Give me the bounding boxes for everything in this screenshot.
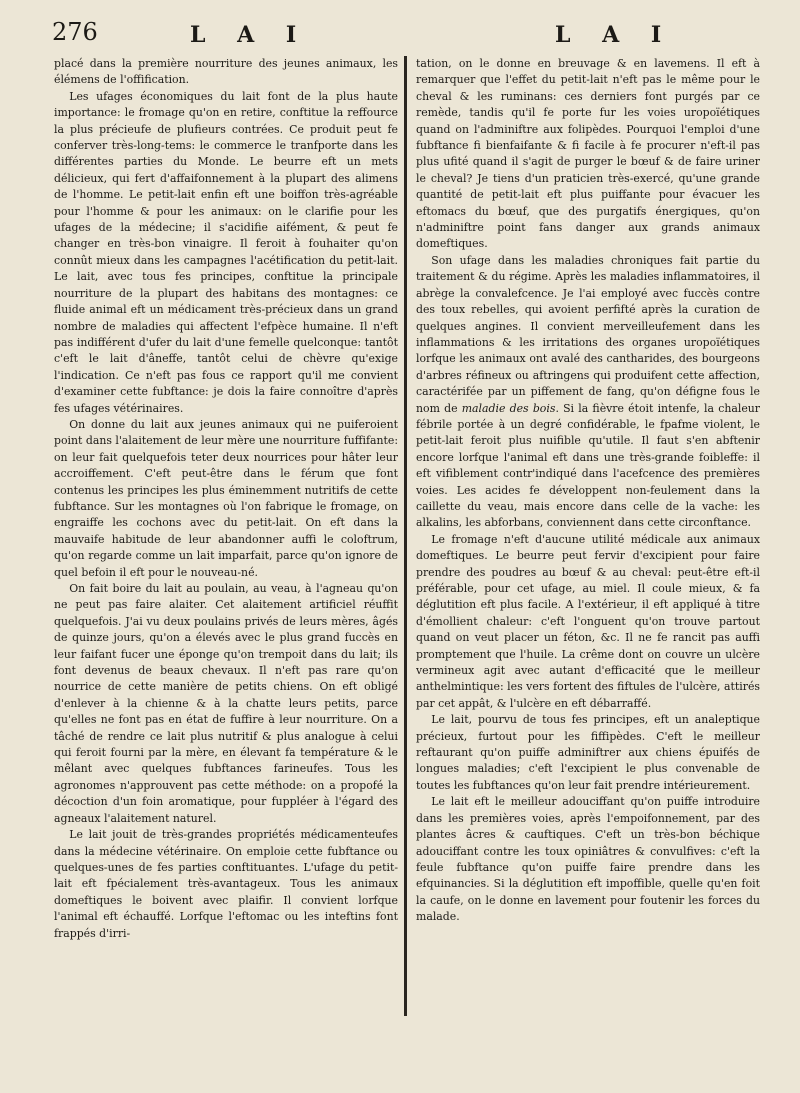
running-headword-left: L A I bbox=[190, 22, 309, 48]
left-column bbox=[54, 56, 398, 1056]
paragraph: Le fromage n'eft d'aucune utilité médicale aux animaux domeftiques. Le beurre peut fervir d'excipient pour faire prendre des poudres au bœuf & au cheval: peut-être eft-il préférable, pour cet ufage, au miel. Il coule mieux, & fa déglutition eft plus facile. A l'extérieur, il eft appliqué à titre d'émollient chaleur: c'eft l'onguent qu'on trouve partout quand on veut placer un féton, &c. Il ne fe rancit pas auffi promptement que l'huile. La crême dont on couvre un ulcère vermineux agit avec autant d'efficacité que le meilleur anthelmintique: les vers fortent des fiftules de l'ulcère, attirés par cet appât, & l'ulcère en eft débarraffé. bbox=[416, 532, 760, 710]
paragraph: On donne du lait aux jeunes animaux qui ne puiferoient point dans l'alaitement de leur mère une nourriture fuffifante: on leur fait quelquefois teter deux nourrices pour hâter leur accroiffement. C'eft peut-être dans le férum que font contenus les principes les plus éminemment nutritifs de cette fubftance. Sur les montagnes où l'on fabrique le fromage, on engraiffe les cochons avec du petit-lait. On eft dans la mauvaife habitude de leur abandonner auffi le coloftrum, qu'on regarde comme un lait imparfait, parce qu'on ignore de quel befoin il eft pour le nouveau-né. bbox=[54, 417, 398, 579]
paragraph bbox=[416, 253, 760, 532]
italic-term: maladie des bois bbox=[461, 401, 556, 415]
paragraph-continuation: placé dans la première nourriture des jeunes animaux, les élémens de l'offification. bbox=[54, 57, 398, 87]
paragraph: Le lait, pourvu de tous fes principes, eft un analeptique précieux, furtout pour les fiffipèdes. C'eft le meilleur reftaurant qu'on puiffe adminiftrer aux chiens épuifés de longues maladies; c'eft l'excipient le plus convenable de toutes les fubftances qu'on leur fait prendre intérieurement. bbox=[416, 713, 760, 792]
paragraph-text: . Si la fièvre étoit intenfe, la chaleur fébrile portée à un degré confidérable, le fpafme violent, le petit-lait feroit plus nuifible qu'utile. Il faut s'en abftenir encore lorfque l'animal eft dans une très-grande foibleffe: il eft vifiblement contr'indiqué dans l'acefcence des premières voies. Les acides fe développent non-feulement dans la caillette du veau, mais encore dans celle de la vache: les alkalins, les abforbans, conviennent dans cette circonftance. bbox=[416, 401, 760, 530]
page-header bbox=[0, 18, 800, 52]
page-number: 276 bbox=[52, 18, 98, 46]
paragraph: On fait boire du lait au poulain, au veau, à l'agneau qu'on ne peut pas faire alaiter. Cet alaitement artificiel réuffit quelquefois. J'ai vu deux poulains privés de leurs mères, âgés de quinze jours, qu'on a élevés avec le plus grand fuccès en leur faifant fucer une éponge qu'on trempoit dans du lait; ils font devenus de beaux chevaux. Il n'eft pas rare qu'on nourrice de cette manière de petits chiens. On eft obligé d'enlever à la chienne & à la chatte leurs petits, parce qu'elles ne font pas en état de fuffire à leur nourriture. On a tâché de rendre ce lait plus nutritif & plus analogue à celui qui feroit fourni par la mère, en élevant fa température & le mêlant avec quelques fubftances farineufes. Tous les agronomes n'approuvent pas cette méthode: on a propofé la décoction d'un foin aromatique, pour fuppléer à l'égard des agneaux l'alaitement naturel. bbox=[54, 582, 398, 825]
paragraph: Les ufages économiques du lait font de la plus haute importance: le fromage qu'on en retire, conftitue la reffource la plus précieufe de plufieurs contrées. Ce produit peut fe conferver très-long-tems: le commerce le tranfporte dans les différentes parties du Monde. Le beurre eft un mets délicieux, qui fert d'affaifonnement à la plupart des alimens de l'homme. Le petit-lait enfin eft une boiffon très-agréable pour l'homme & pour les animaux: on le clarifie pour les ufages de la médecine; il s'acidifie aifément, & peut fe changer en très-bon vinaigre. Il feroit à fouhaiter qu'on connût mieux dans les campagnes l'acétification du petit-lait. Le lait, avec tous fes principes, conftitue la principale nourriture de la plupart des habitans des montagnes: ce fluide animal eft un médicament très-précieux dans un grand nombre de maladies qui affectent l'efpèce humaine. Il n'eft pas indifférent d'ufer du lait d'une femelle quelconque: tantôt c'eft le lait d'âneffe, tantôt celui de chèvre qu'exige l'indication. Ce n'eft pas fous ce rapport qu'il me convient d'examiner cette fubftance: je dois la faire connoître d'après fes ufages vétérinaires. bbox=[54, 89, 398, 415]
paragraph-continuation: tation, on le donne en breuvage & en lavemens. Il eft à remarquer que l'effet du petit-lait n'eft pas le même pour le cheval & les ruminans: ces derniers font purgés par ce remède, tandis qu'il fe porte fur les voies uropoïétiques quand on l'adminiftre aux folipèdes. Pourquoi l'emploi d'une fubftance fi bienfaifante & fi facile à fe procurer n'eft-il pas plus ufité quand il s'agit de purger le bœuf & de faire uriner le cheval? Je tiens d'un praticien très-exercé, qu'une grande quantité de petit-lait eft plus puiffante pour évacuer les eftomacs du bœuf, que des purgatifs énergiques, qu'on n'adminiftre point fans danger aux grands animaux domeftiques. bbox=[416, 57, 760, 251]
running-headword-right: L A I bbox=[555, 22, 674, 48]
column-divider bbox=[404, 56, 407, 1016]
paragraph-text: Son ufage dans les maladies chroniques fait partie du traitement & du régime. Après les maladies inflammatoires, il abrège la convalefcence. Je l'ai employé avec fuccès contre des toux rebelles, qui avoient perfifté après la curation de quelques angines. Il convient merveilleufement dans les inflammations & les irritations des organes uropoïétiques lorfque les animaux ont avalé des cantharides, des bourgeons d'arbres réfineux ou aftringens qui produifent cette affection, caractérifée par un piffement de fang, qu'on défigne fous le nom de bbox=[416, 253, 760, 415]
paragraph: Le lait eft le meilleur adouciffant qu'on puiffe introduire dans les premières voies, après l'empoifonnement, par des plantes âcres & cauftiques. C'eft un très-bon béchique adouciffant contre les toux opiniâtres & convulfives: c'eft la feule fubftance qu'on puiffe faire prendre dans les efquinancies. Si la déglutition eft impoffible, quelle qu'en foit la caufe, on le donne en lavement pour foutenir les forces du malade. bbox=[416, 795, 760, 924]
paragraph: Le lait jouit de très-grandes propriétés médicamenteufes dans la médecine vétérinaire. On emploie cette fubftance ou quelques-unes de fes parties conftituantes. L'ufage du petit-lait eft fpécialement très-avantageux. Tous les animaux domeftiques le boivent avec plaifir. Il convient lorfque l'animal eft échauffé. Lorfque l'eftomac ou les inteftins font frappés d'irri- bbox=[54, 828, 398, 940]
right-column bbox=[416, 56, 760, 1056]
